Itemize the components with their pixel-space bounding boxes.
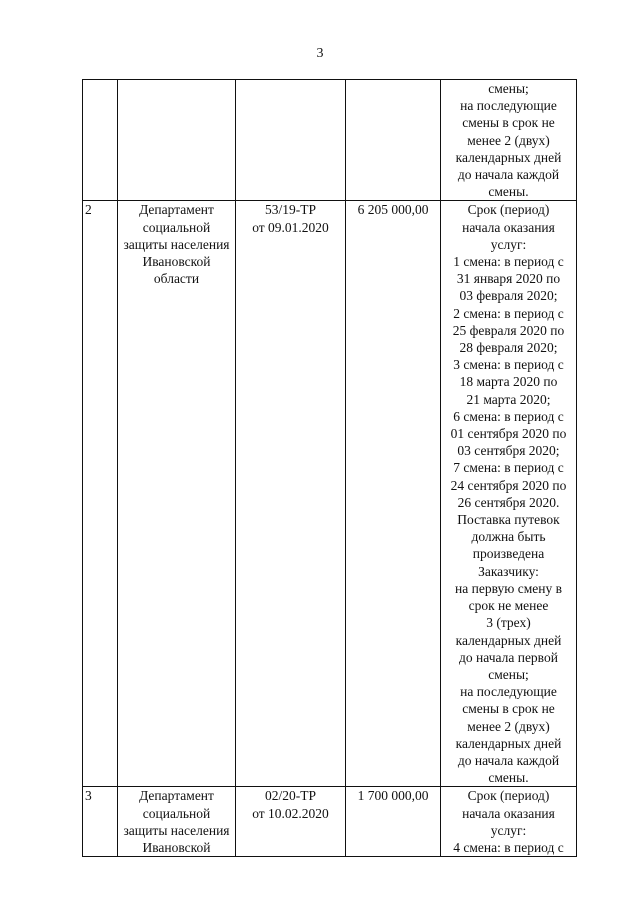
terms-line: 24 сентября 2020 по bbox=[450, 477, 567, 493]
terms-line: 4 смена: в период с bbox=[453, 839, 564, 855]
terms-line: Срок (период) bbox=[467, 202, 550, 218]
terms-line: смены; bbox=[488, 81, 529, 96]
terms-line: 28 февраля 2020; bbox=[459, 340, 558, 356]
terms-line: менее 2 (двух) bbox=[467, 718, 550, 734]
contract-cell bbox=[236, 80, 346, 201]
terms-line: 18 марта 2020 по bbox=[459, 374, 558, 390]
terms-line: 01 сентября 2020 по bbox=[450, 426, 567, 442]
contract-number: 53/19-ТР bbox=[264, 202, 316, 218]
customer-line: Департамент bbox=[139, 202, 214, 218]
terms-line: 2 смена: в период с bbox=[453, 305, 564, 321]
terms-cell bbox=[441, 787, 577, 857]
customer-line: Ивановской bbox=[142, 839, 211, 855]
terms-line: менее 2 (двух) bbox=[467, 132, 550, 148]
terms-cell bbox=[441, 80, 577, 201]
terms-line: на первую смену в bbox=[455, 580, 562, 596]
terms-line: смены. bbox=[488, 770, 529, 786]
terms-line: 25 февраля 2020 по bbox=[452, 322, 565, 338]
terms-line: Срок (период) bbox=[467, 788, 550, 804]
terms-cell bbox=[441, 201, 577, 787]
terms-line: начала оказания bbox=[462, 805, 555, 821]
terms-line: Заказчику: bbox=[478, 563, 539, 579]
table-row bbox=[83, 201, 577, 787]
terms-line: 3 смена: в период с bbox=[453, 357, 564, 373]
terms-line: услуг: bbox=[490, 822, 527, 838]
amount-cell: 1 700 000,00 bbox=[346, 787, 441, 857]
contract-number: 02/20-ТР bbox=[264, 788, 316, 804]
terms-line: 7 смена: в период с bbox=[453, 460, 564, 476]
terms-line: смены в срок не bbox=[462, 115, 555, 131]
table-row bbox=[83, 787, 577, 857]
customer-line: области bbox=[153, 271, 200, 287]
terms-line: 03 февраля 2020; bbox=[459, 288, 558, 304]
row-number-cell bbox=[83, 80, 118, 201]
customer-cell bbox=[118, 787, 236, 857]
terms-line: произведена bbox=[472, 546, 545, 562]
contract-cell bbox=[236, 201, 346, 787]
terms-line: должна быть bbox=[471, 529, 546, 545]
terms-line: календарных дней bbox=[455, 735, 562, 751]
terms-line: до начала каждой bbox=[457, 752, 560, 768]
amount-cell bbox=[346, 80, 441, 201]
terms-line: начала оказания bbox=[462, 219, 555, 235]
terms-line: 31 января 2020 по bbox=[456, 271, 561, 287]
customer-cell bbox=[118, 80, 236, 201]
terms-line: Поставка путевок bbox=[457, 512, 560, 528]
contract-date: от 09.01.2020 bbox=[252, 219, 329, 235]
customer-line: защиты населения bbox=[123, 822, 230, 838]
terms-line: смены; bbox=[488, 666, 529, 682]
terms-line: срок не менее bbox=[468, 598, 549, 614]
customer-line: защиты населения bbox=[123, 236, 230, 252]
page-number: 3 bbox=[316, 46, 324, 61]
customer-cell bbox=[118, 201, 236, 787]
terms-line: на последующие bbox=[460, 684, 557, 700]
customer-line: Департамент bbox=[139, 788, 214, 804]
terms-line: смены в срок не bbox=[462, 701, 555, 717]
terms-line: услуг: bbox=[490, 236, 527, 252]
terms-line: календарных дней bbox=[455, 149, 562, 165]
customer-line: социальной bbox=[142, 219, 211, 235]
terms-line: календарных дней bbox=[455, 632, 562, 648]
amount-cell: 6 205 000,00 bbox=[346, 201, 441, 787]
terms-line: на последующие bbox=[460, 98, 557, 114]
contracts-table bbox=[82, 79, 577, 857]
contract-date: от 10.02.2020 bbox=[252, 805, 329, 821]
contract-cell bbox=[236, 787, 346, 857]
table-row bbox=[83, 80, 577, 201]
row-number-cell: 2 bbox=[83, 201, 118, 787]
row-number-cell: 3 bbox=[83, 787, 118, 857]
terms-line: 3 (трех) bbox=[486, 615, 531, 631]
terms-line: до начала каждой bbox=[457, 167, 560, 183]
terms-line: 21 марта 2020; bbox=[466, 391, 551, 407]
terms-line: 6 смена: в период с bbox=[453, 408, 564, 424]
terms-line: 1 смена: в период с bbox=[453, 254, 564, 270]
terms-line: до начала первой bbox=[459, 649, 558, 665]
customer-line: Ивановской bbox=[142, 254, 211, 270]
terms-line: смены. bbox=[488, 184, 529, 200]
terms-line: 26 сентября 2020. bbox=[457, 494, 560, 510]
customer-line: социальной bbox=[142, 805, 211, 821]
terms-line: 03 сентября 2020; bbox=[457, 443, 560, 459]
